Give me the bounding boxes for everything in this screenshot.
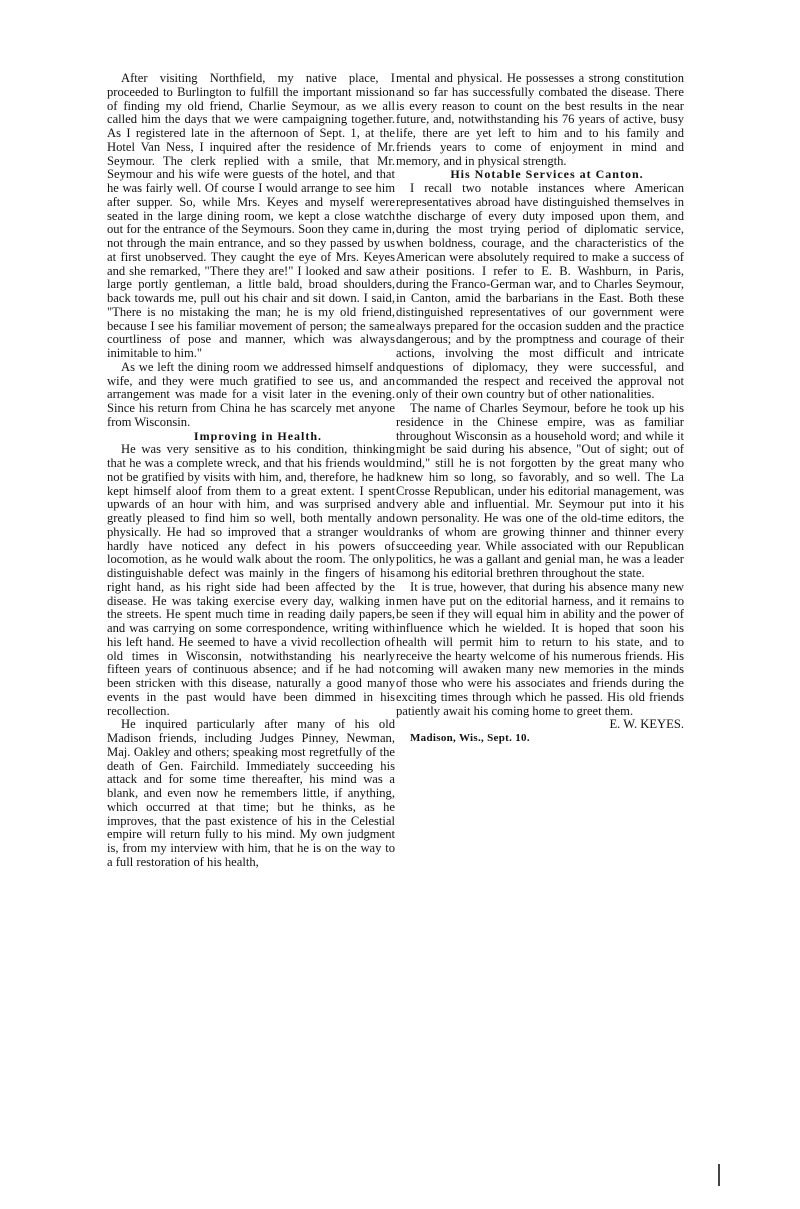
paragraph: He was very sensitive as to his condition, thinking that he was a complete wreck, and that his friends would not be gratified by visits with him, and, therefore, he had kept himself aloof from them to a great extent. I spent upwards of an hour with him, and was surprised and greatly pleased to find him so well, both mentally and physically. He had so improved that a stranger would hardly have noticed any defect in his powers of locomotion, as he would walk about the room. The only distinguishable defect was mainly in the fingers of his right hand, as his right side had been affected by the disease. He was taking exercise every day, walking in the streets. He spent much time in reading daily papers, and was carrying on some correspondence, writing with his left hand. He seemed to have a vivid recollection of old times in Wisconsin, notwithstanding his nearly fifteen years of continuous absence; and if he had not been stricken with this disease, naturally a good many events in the past would have been dimmed in his recollection. [107, 442, 395, 718]
left-column [107, 72, 395, 870]
signature: E. W. KEYES. [609, 717, 684, 732]
section-heading: His Notable Services at Canton. [450, 167, 644, 182]
paragraph: mental and physical. He possesses a strong constitution and so far has successfully combated the disease. There is every reason to count on the best results in the near future, and, notwithstanding his 76 years of active, busy life, there are yet left to him and to his family and friends years to come of enjoyment in mind and memory, and in physical strength. [396, 71, 684, 168]
paragraph: As we left the dining room we addressed himself and wife, and they were much gratified to see us, and an arrangement was made for a visit later in the evening. Since his return from China he has scarcely met anyone from Wisconsin. [107, 359, 395, 429]
paragraph: He inquired particularly after many of his old Madison friends, including Judges Pinney, Newman, Maj. Oakley and others; speaking most regretfully of the death of Gen. Fairchild. Immediately succeeding his attack and for some time thereafter, his mind was a blank, and even now he remembers little, if anything, which occurred at that time; but he thinks, as he improves, that the past existence of his in the Celestial empire will return fully to his mind. My own judgment is, from my interview with him, that he is on the way to a full restoration of his health, [107, 717, 395, 869]
paragraph: I recall two notable instances where American representatives abroad have distinguished themselves in the discharge of every duty imposed upon them, and during the most trying period of diplomatic service, when boldness, courage, and the characteristics of the American were absolutely required to make a success of their positions. I refer to E. B. Washburn, in Paris, during the Franco-German war, and to Charles Seymour, in Canton, amid the barbarians in the East. Both these distinguished representatives of our government were always prepared for the occasion sudden and the practice dangerous; and by the promptness and courage of their actions, involving the most difficult and intricate questions of diplomacy, they were successful, and commanded the respect and received the approval not only of their own country but of other nationalities. [396, 181, 684, 402]
scan-edge-mark [718, 1164, 720, 1186]
right-column [396, 72, 684, 746]
paragraph: The name of Charles Seymour, before he took up his residence in the Chinese empire, was as familiar throughout Wisconsin as a household word; and while it might be said during his absence, "Out of sight; out of mind," still he is not forgotten by the great many who knew him so long, so favorably, and so well. The La Crosse Republican, under his editorial management, was very able and influential. Mr. Seymour put into it his own personality. He was one of the old-time editors, the ranks of whom are growing thinner and thinner every succeeding year. While associated with our Republican politics, he was a gallant and genial man, he was a leader among his editorial brethren throughout the state. [396, 401, 684, 580]
dateline: Madison, Wis., Sept. 10. [410, 732, 530, 744]
paragraph: It is true, however, that during his absence many new men have put on the editorial harness, and it remains to be seen if they will equal him in ability and the power of influence which he wielded. It is hoped that soon his health will permit him to return to his state, and to receive the hearty welcome of his numerous friends. His coming will awaken many new memories in the minds of those who were his associates and friends during the exciting times through which he passed. His old friends patiently await his coming home to greet them. [396, 579, 684, 718]
section-heading: Improving in Health. [193, 428, 323, 443]
paragraph: After visiting Northfield, my native place, I proceeded to Burlington to fulfill the important mission of finding my old friend, Charlie Seymour, as we all called him the days that we were campaigning together. As I registered late in the afternoon of Sept. 1, at the Hotel Van Ness, I inquired after the residence of Mr. Seymour. The clerk replied with a smile, that Mr. Seymour and his wife were guests of the hotel, and that he was fairly well. Of course I would arrange to see him after supper. So, while Mrs. Keyes and myself were seated in the large dining room, we kept a close watch out for the entrance of the Seymours. Soon they came in, not through the main entrance, and so they passed by us at first unobserved. They caught the eye of Mrs. Keyes and she remarked, "There they are!" I looked and saw a large portly gentleman, a little bald, broad shoulders, back towards me, pull out his chair and sit down. I said, "There is no mistaking the man; he is my old friend, because I see his familiar movement of person; the same courtliness of pose and manner, which was always inimitable to him." [107, 71, 395, 360]
